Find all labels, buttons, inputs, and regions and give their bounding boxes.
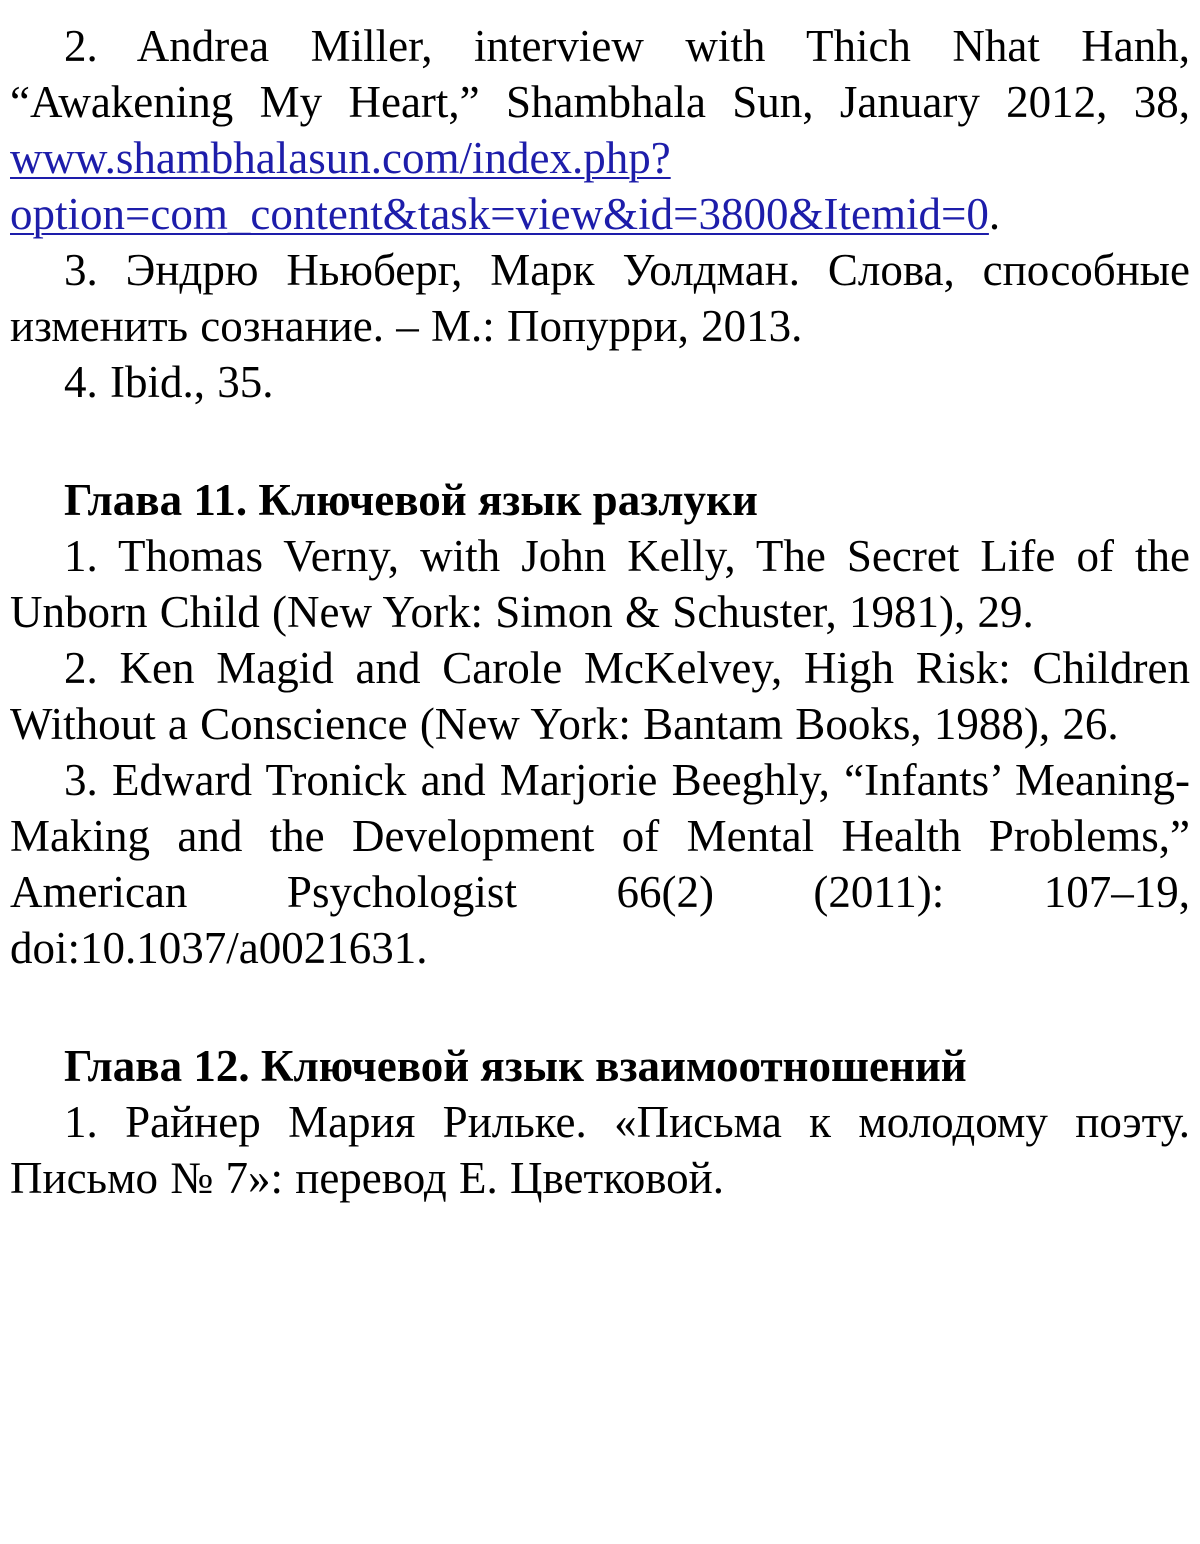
note-text: 2. Andrea Miller, interview with Thich Nhat Hanh, “Awakening My Heart,” Shambhala Sun, January 2012, 38,: [10, 21, 1190, 127]
chapter-11-note-1: 1. Thomas Verny, with John Kelly, The Secret Life of the Unborn Child (New York: Simon & Schuster, 1981), 29.: [10, 531, 1190, 637]
chapter-11-heading: Глава 11. Ключевой язык разлуки: [64, 475, 758, 525]
chapter-11-note-2: 2. Ken Magid and Carole McKelvey, High Risk: Children Without a Conscience (New York: Bantam Books, 1988), 26.: [10, 643, 1190, 749]
chapter-12-heading: Глава 12. Ключевой язык взаимоотношений: [64, 1041, 967, 1091]
notes-page: [10, 18, 1190, 1206]
section-spacer: [10, 976, 1190, 1038]
note-text-end: .: [988, 189, 1001, 239]
note-4-ibid: 4. Ibid., 35.: [64, 357, 274, 407]
shambhalasun-link[interactable]: www.shambhalasun.com/index.php?option=com_content&task=view&id=3800&Itemid=0: [10, 133, 989, 239]
section-spacer: [10, 410, 1190, 472]
note-2-andrea-miller: [10, 18, 1190, 242]
chapter-11-note-3: 3. Edward Tronick and Marjorie Beeghly, “Infants’ Meaning-Making and the Development of Mental Health Problems,” American Psychologist 66(2) (2011): 107–19, doi:10.1037/a0021631.: [10, 755, 1190, 973]
chapter-12-note-1: 1. Райнер Мария Рильке. «Письма к молодому поэту. Письмо № 7»: перевод Е. Цветковой.: [10, 1097, 1190, 1203]
note-3-newberg: 3. Эндрю Ньюберг, Марк Уолдман. Слова, способные изменить сознание. – М.: Попурри, 2013.: [10, 245, 1190, 351]
